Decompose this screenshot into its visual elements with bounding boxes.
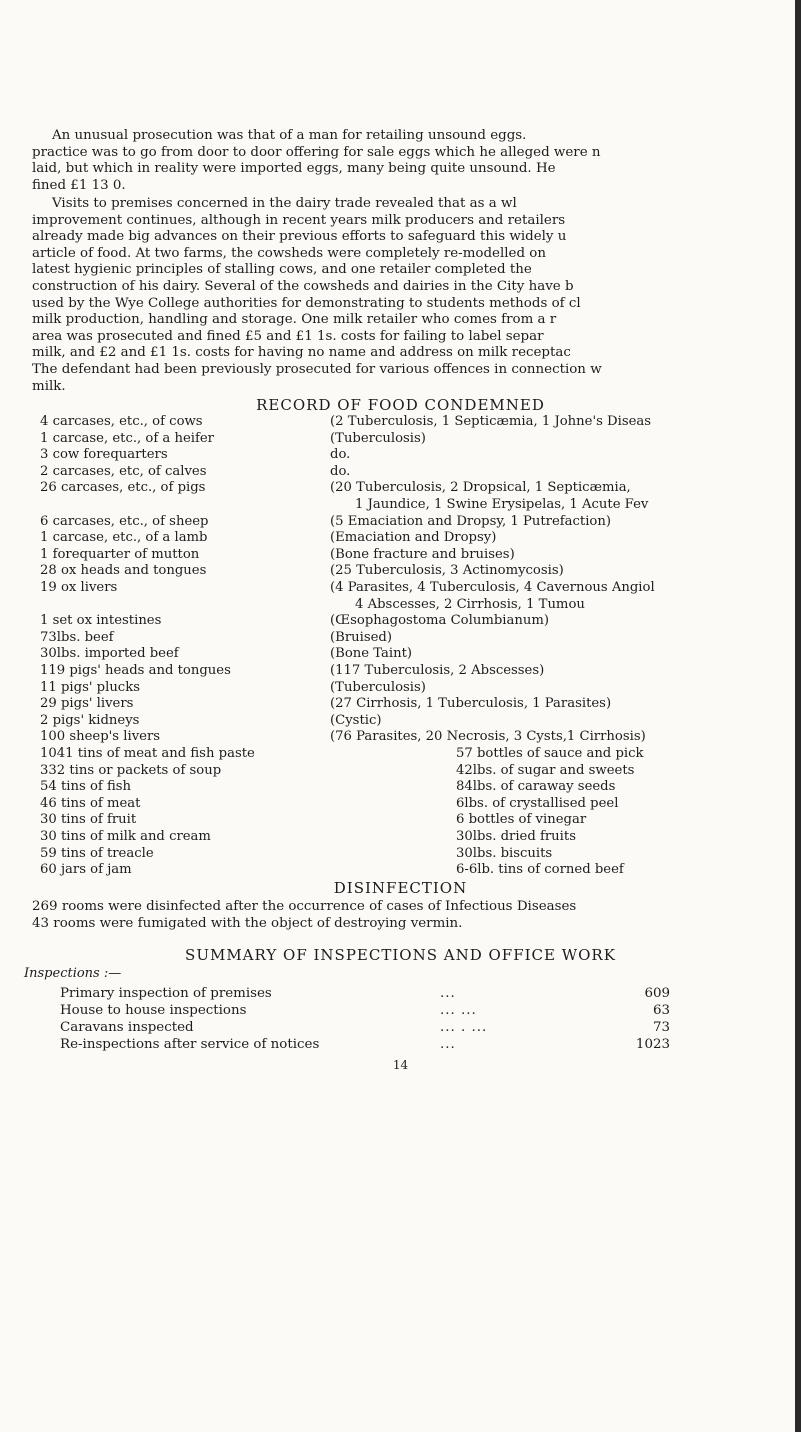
food-reason: 1 Jaundice, 1 Swine Erysipelas, 1 Acute Fev <box>355 496 649 512</box>
tins-left-column <box>40 746 340 879</box>
tin-item: 46 tins of meat <box>40 795 141 811</box>
text-line: An unusual prosecution was that of a man for retailing unsound eggs. <box>52 128 527 143</box>
food-reason: (Bone fracture and bruises) <box>330 546 515 562</box>
food-item: 1 forequarter of mutton <box>40 546 200 562</box>
food-reason: (5 Emaciation and Dropsy, 1 Putrefaction) <box>330 513 612 529</box>
food-item <box>40 597 340 614</box>
leader-dots: ... <box>440 986 456 1001</box>
text-line: milk, and £2 and £1 1s. costs for having no name and address on milk receptac <box>32 345 571 361</box>
text-line: construction of his dairy. Several of the cowsheds and dairies in the City have b <box>32 278 574 294</box>
tin-item: 30lbs. dried fruits <box>456 828 576 844</box>
summary-heading: SUMMARY OF INSPECTIONS AND OFFICE WORK <box>185 946 616 964</box>
food-reason: (Bruised) <box>330 629 393 645</box>
inspections-label: Inspections :— <box>24 966 122 981</box>
summary-label: House to house inspections <box>60 1003 247 1018</box>
food-reason: (Tuberculosis) <box>330 679 426 695</box>
food-item: 6 carcases, etc., of sheep <box>40 513 209 529</box>
text-line: used by the Wye College authorities for demonstrating to students methods of cl <box>32 295 581 311</box>
food-item: 29 pigs' livers <box>40 696 134 712</box>
text-line: improvement continues, although in recent years milk producers and retailers <box>32 212 566 228</box>
food-item: 4 carcases, etc., of cows <box>40 414 203 429</box>
food-item: 73lbs. beef <box>40 629 114 645</box>
tin-item: 54 tins of fish <box>40 779 132 795</box>
food-reason: (Emaciation and Dropsy) <box>330 530 497 546</box>
food-item: 19 ox livers <box>40 579 118 595</box>
summary-value: 73 <box>652 1020 670 1035</box>
food-item: 30lbs. imported beef <box>40 646 179 662</box>
food-item: 2 pigs' kidneys <box>40 712 140 728</box>
food-condemned-heading: RECORD OF FOOD CONDEMNED <box>256 396 545 414</box>
leader-dots: ... <box>440 1037 456 1052</box>
text-line: laid, but which in reality were imported eggs, many being quite unsound. He <box>32 161 556 177</box>
text-line: Visits to premises concerned in the dairy trade revealed that as a wl <box>52 196 517 211</box>
food-item: 2 carcases, etc, of calves <box>40 463 207 479</box>
food-item: 1 set ox intestines <box>40 613 162 629</box>
tin-item: 42lbs. of sugar and sweets <box>456 762 635 778</box>
summary-row <box>60 1002 670 1019</box>
summary-label: Primary inspection of premises <box>60 986 272 1001</box>
summary-row <box>60 1019 670 1036</box>
text-line: milk production, handling and storage. One milk retailer who comes from a r <box>32 312 557 328</box>
text-line: practice was to go from door to door offering for sale eggs which he alleged were n <box>32 144 601 160</box>
disinfection-text <box>20 898 796 932</box>
text-line: article of food. At two farms, the cowsheds were completely re-modelled on <box>32 245 546 261</box>
summary-label: Caravans inspected <box>60 1020 194 1035</box>
intro-paragraph <box>32 128 792 194</box>
leader-dots: ... ... <box>440 1003 477 1018</box>
food-reason: (4 Parasites, 4 Tuberculosis, 4 Cavernous Angiol <box>330 579 655 595</box>
tin-item: 6-6lb. tins of corned beef <box>456 862 624 878</box>
tin-item: 1041 tins of meat and fish paste <box>40 746 255 761</box>
food-reason: 4 Abscesses, 2 Cirrhosis, 1 Tumou <box>355 596 585 612</box>
dairy-paragraph <box>32 196 792 395</box>
food-item: 119 pigs' heads and tongues <box>40 662 231 678</box>
tin-item: 6lbs. of crystallised peel <box>456 795 619 811</box>
leader-dots: ... . ... <box>440 1020 488 1035</box>
page-edge-shadow <box>795 0 801 1432</box>
food-item <box>40 497 340 514</box>
summary-value: 1023 <box>635 1037 670 1052</box>
food-item: 28 ox heads and tongues <box>40 563 207 579</box>
text-line: already made big advances on their previous efforts to safeguard this widely u <box>32 229 567 245</box>
food-reason: do. <box>330 463 351 479</box>
text-line: latest hygienic principles of stalling cows, and one retailer completed the <box>32 262 532 278</box>
page-number: 14 <box>392 1058 409 1072</box>
tin-item: 6 bottles of vinegar <box>456 812 587 828</box>
summary-value: 609 <box>644 986 670 1001</box>
text-line: fined £1 13 0. <box>32 177 126 193</box>
text-line: 269 rooms were disinfected after the occurrence of cases of Infectious Diseases <box>32 899 577 914</box>
summary-row <box>60 1036 670 1053</box>
food-item: 3 cow forequarters <box>40 447 168 463</box>
food-reason: (20 Tuberculosis, 2 Dropsical, 1 Septicæmia, <box>330 480 631 496</box>
food-reason: (117 Tuberculosis, 2 Abscesses) <box>330 662 545 678</box>
tins-right-column <box>456 746 796 879</box>
food-reason: (2 Tuberculosis, 1 Septicæmia, 1 Johne's Diseas <box>330 414 652 429</box>
food-item: 26 carcases, etc., of pigs <box>40 480 206 496</box>
food-reason: (Cystic) <box>330 712 382 728</box>
food-items-column <box>40 414 340 746</box>
food-item: 1 carcase, etc., of a lamb <box>40 530 208 546</box>
tin-item: 59 tins of treacle <box>40 845 154 861</box>
tin-item: 84lbs. of caraway seeds <box>456 779 616 795</box>
text-line: The defendant had been previously prosecuted for various offences in connection w <box>32 361 602 377</box>
tin-item: 30 tins of fruit <box>40 812 137 828</box>
summary-row <box>60 985 670 1002</box>
food-reason: (Œsophagostoma Columbianum) <box>330 613 549 629</box>
food-item: 11 pigs' plucks <box>40 679 140 695</box>
food-reason: (Bone Taint) <box>330 646 413 662</box>
food-item: 1 carcase, etc., of a heifer <box>40 430 214 446</box>
text-line: milk. <box>32 378 66 394</box>
text-line: area was prosecuted and fined £5 and £1 1s. costs for failing to label separ <box>32 328 544 344</box>
summary-value: 63 <box>652 1003 670 1018</box>
food-item: 100 sheep's livers <box>40 729 161 745</box>
tin-item: 60 jars of jam <box>40 862 132 878</box>
text-line: 43 rooms were fumigated with the object of destroying vermin. <box>32 916 463 931</box>
food-reason: do. <box>330 447 351 463</box>
summary-label: Re-inspections after service of notices <box>60 1037 320 1052</box>
tin-item: 332 tins or packets of soup <box>40 762 222 778</box>
disinfection-heading: DISINFECTION <box>333 879 468 897</box>
food-reason: (Tuberculosis) <box>330 430 426 446</box>
tin-item: 57 bottles of sauce and pick <box>456 746 644 761</box>
food-reason: (27 Cirrhosis, 1 Tuberculosis, 1 Parasites) <box>330 696 612 712</box>
tin-item: 30 tins of milk and cream <box>40 828 211 844</box>
food-reason: (76 Parasites, 20 Necrosis, 3 Cysts,1 Cirrhosis) <box>330 729 646 745</box>
food-reasons-column <box>330 414 795 746</box>
tin-item: 30lbs. biscuits <box>456 845 553 861</box>
food-reason: (25 Tuberculosis, 3 Actinomycosis) <box>330 563 564 579</box>
